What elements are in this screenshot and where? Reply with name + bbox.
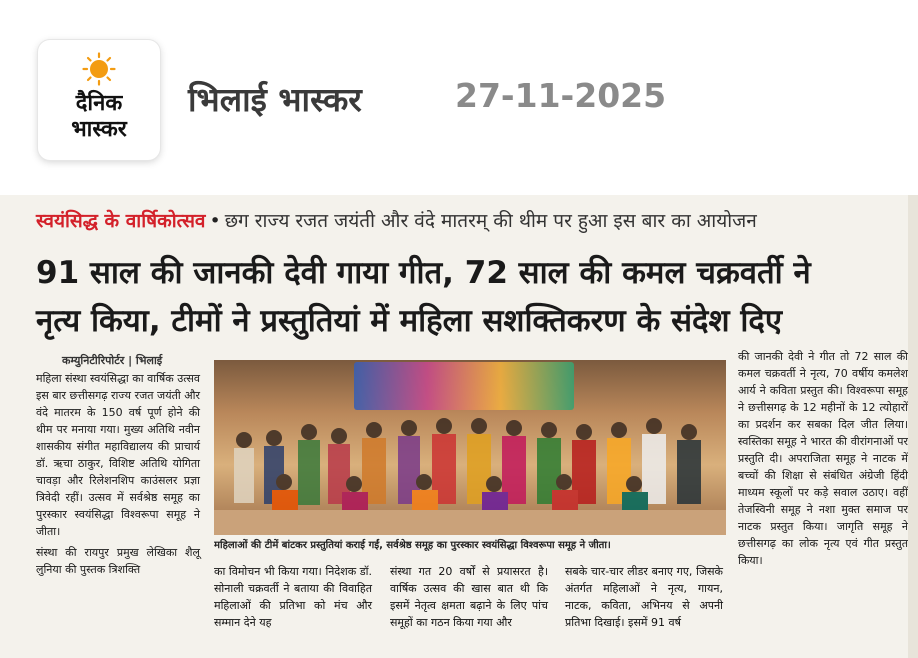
byline: कम्युनिटीरिपोर्टर | भिलाई [62,354,163,367]
edition-name: भिलाई भास्कर [188,80,362,119]
left-column-paragraph-1: महिला संस्था स्वयंसिद्धा का वार्षिक उत्सव इस बार छत्तीसगढ़ राज्य रजत जयंती और वंदे मातरम के 150 वर्ष पूर्ण होने की थीम पर मनाया गया। मुख्य अतिथि नवीन शासकीय संगीत महाविद्यालय की प्राचार्य डॉ. ऋचा ठाकुर, विशिष्ट अतिथि योगिता चावड़ा और रिलेशनशिप काउंसलर प्रज्ञा त्रिवेदी रहीं। उत्सव में सर्वश्रेष्ठ समूह का पुरस्कार स्वयंसिद्धा विश्वरूपा समूह ने जीता। [36,372,200,538]
edition-date: 27-11-2025 [455,76,667,115]
sun-icon [82,52,116,86]
kicker-line [36,207,757,233]
clipping-edge [908,195,918,658]
body-column-3: सबके चार-चार लीडर बनाए गए, जिसके अंतर्गत महिलाओं ने नृत्य, गायन, नाटक, कविता, अभिनय से अपनी प्रतिभा दिखाई। इसमें 91 वर्ष [565,565,723,629]
dainik-bhaskar-logo [38,40,160,160]
logo-line-2: भास्कर [71,117,127,142]
headline-line-2: नृत्य किया, टीमों ने प्रस्तुतियां में महिला सशक्तिकरण के संदेश दिए [36,303,783,339]
left-column [36,370,200,578]
kicker-bullet: • [209,210,221,232]
logo-line-1: दैनिक [75,91,123,116]
kicker-text: छग राज्य रजत जयंती और वंदे मातरम् की थीम पर हुआ इस बार का आयोजन [224,210,757,232]
headline-line-1: 91 साल की जानकी देवी गाया गीत, 72 साल की कमल चक्रवर्ती ने [36,255,811,291]
body-column-1: का विमोचन भी किया गया। निदेशक डॉ. सोनाली चक्रवर्ती ने बताया की विवाहित महिलाओं की प्रतिभा को मंच और सम्मान देने यह [214,565,372,629]
left-column-paragraph-2: संस्था की रायपुर प्रमुख लेखिका शैलू लुनिया की पुस्तक त्रिशक्ति [36,546,200,576]
crowd-illustration [214,360,726,535]
photo-caption: महिलाओं की टीमें बांटकर प्रस्तुतियां कराई गईं, सर्वश्रेष्ठ समूह का पुरस्कार स्वयंसिद्धा विश्वरूपा समूह ने जीता। [214,540,611,551]
body-column-2: संस्था गत 20 वर्षों से प्रयासरत है। वार्षिक उत्सव की खास बात थी कि इसमें नेतृत्व क्षमता बढ़ाने के लिए पांच समूहों का गठन किया गया और [390,565,548,629]
news-clipping [0,195,918,658]
kicker-tag: स्वयंसिद्ध के वार्षिकोत्सव [36,210,206,232]
masthead [0,0,918,195]
right-column: की जानकी देवी ने गीत तो 72 साल की कमल चक्रवर्ती ने नृत्य, 70 वर्षीय कमलेश आर्य ने कविता प्रस्तुत की। विश्वरूपा समूह ने छत्तीसगढ़ के 12 महीनों के 12 त्योहारों का प्रदर्शन कर सबका दिल जीत लिया। स्वस्तिका समूह ने भारत की वीरांगनाओं पर प्रस्तुति दी। अपराजिता समूह ने नाटक में बच्चों की शिक्षा से संबंधित अंग्रेजी हिंदी माध्यम स्कूलों पर कड़े सवाल उठाए। वहीं तेजस्विनी समूह ने नशा मुक्त समाज पर नाटक प्रस्तुत किया। जागृति समूह ने छत्तीसगढ़ का लोक नृत्य एवं गीत प्रस्तुत किया। [738,350,908,567]
group-photo [214,360,726,535]
stage-floor [214,510,726,535]
